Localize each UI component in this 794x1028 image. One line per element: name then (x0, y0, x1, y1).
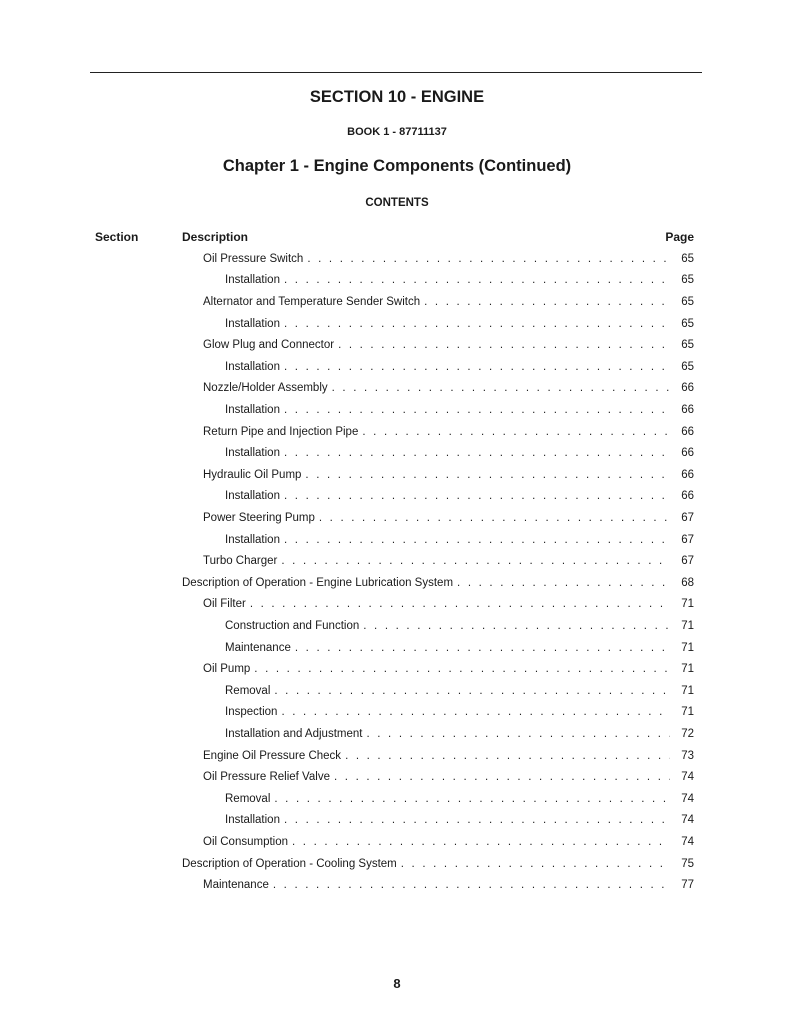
toc-entry[interactable] (225, 615, 694, 637)
toc-entry-page: 65 (681, 252, 694, 265)
toc-entry-page: 74 (681, 792, 694, 805)
toc-entry-page: 65 (681, 274, 694, 287)
dot-leader (292, 836, 670, 848)
toc-entry-page: 66 (681, 403, 694, 416)
dot-leader (338, 339, 670, 351)
toc-entry[interactable] (225, 442, 694, 464)
toc-entry-page: 67 (681, 533, 694, 546)
dot-leader (284, 274, 670, 286)
toc-entry[interactable] (203, 745, 694, 767)
dot-leader (319, 512, 670, 524)
toc-entry[interactable] (203, 874, 694, 896)
toc-entry-page: 67 (681, 511, 694, 524)
toc-entry-page: 73 (681, 749, 694, 762)
toc-entry-title: Maintenance (203, 879, 269, 892)
dot-leader (295, 642, 670, 654)
toc-entry[interactable] (203, 766, 694, 788)
toc-entry-page: 72 (681, 727, 694, 740)
toc-entry[interactable] (225, 399, 694, 421)
dot-leader (401, 858, 670, 870)
toc-entry[interactable] (203, 334, 694, 356)
toc-entry-page: 66 (681, 425, 694, 438)
toc-entry-title: Installation (225, 317, 280, 330)
toc-entry-title: Glow Plug and Connector (203, 339, 335, 352)
toc-entry-title: Installation and Adjustment (225, 727, 363, 740)
toc-entry[interactable] (225, 486, 694, 508)
toc-entry[interactable] (225, 810, 694, 832)
toc-entry[interactable] (203, 291, 694, 313)
toc-entry-title: Installation (225, 814, 280, 827)
toc-entry-title: Construction and Function (225, 619, 360, 632)
toc-entry-page: 65 (681, 339, 694, 352)
page-number: 8 (393, 976, 401, 991)
toc-entry-page: 65 (681, 360, 694, 373)
chapter-title: Chapter 1 - Engine Components (Continued) (222, 157, 572, 175)
column-header-description: Description (182, 230, 249, 244)
toc-entry-title: Oil Pump (203, 663, 251, 676)
toc-entry[interactable] (203, 464, 694, 486)
toc-entry-page: 65 (681, 317, 694, 330)
dot-leader (363, 620, 670, 632)
toc-entry-title: Removal (225, 792, 271, 805)
toc-entry-page: 71 (681, 598, 694, 611)
toc-entry-title: Installation (225, 403, 280, 416)
toc-entry-title: Oil Pressure Switch (203, 252, 304, 265)
dot-leader (457, 577, 670, 589)
toc-entry[interactable] (225, 356, 694, 378)
toc-entry-page: 74 (681, 771, 694, 784)
dot-leader (332, 382, 670, 394)
dot-leader (307, 253, 670, 265)
section-title: SECTION 10 - ENGINE (309, 88, 485, 106)
toc-entry[interactable] (203, 594, 694, 616)
toc-entry-page: 74 (681, 835, 694, 848)
toc-entry-title: Maintenance (225, 641, 291, 654)
toc-entry[interactable] (225, 680, 694, 702)
column-header-page: Page (665, 230, 694, 244)
toc-entry-title: Description of Operation - Cooling System (182, 857, 397, 870)
dot-leader (345, 750, 670, 762)
toc-entry[interactable] (225, 270, 694, 292)
dot-leader (366, 728, 670, 740)
toc-entry[interactable] (182, 572, 694, 594)
toc-entry[interactable] (203, 658, 694, 680)
dot-leader (273, 879, 670, 891)
toc-entry[interactable] (182, 853, 694, 875)
toc-entry[interactable] (225, 313, 694, 335)
toc-entry[interactable] (203, 421, 694, 443)
dot-leader (274, 685, 670, 697)
book-number: BOOK 1 - 87711137 (347, 126, 447, 138)
dot-leader (424, 296, 670, 308)
toc-entry-page: 71 (681, 641, 694, 654)
toc-entry-title: Nozzle/Holder Assembly (203, 382, 328, 395)
toc-entry-title: Alternator and Temperature Sender Switch (203, 295, 421, 308)
toc-entry-page: 77 (681, 879, 694, 892)
toc-entry-title: Oil Consumption (203, 835, 289, 848)
toc-entry-title: Inspection (225, 706, 278, 719)
toc-entry-title: Turbo Charger (203, 555, 278, 568)
toc-entry-page: 67 (681, 555, 694, 568)
dot-leader (284, 490, 670, 502)
toc-entry[interactable] (225, 529, 694, 551)
toc-entry-title: Installation (225, 490, 280, 503)
toc-entry-title: Return Pipe and Injection Pipe (203, 425, 359, 438)
toc-entry[interactable] (203, 831, 694, 853)
toc-entry[interactable] (225, 637, 694, 659)
dot-leader (281, 555, 670, 567)
toc-entry-page: 74 (681, 814, 694, 827)
toc-entry-title: Installation (225, 533, 280, 546)
toc-entry-page: 66 (681, 468, 694, 481)
toc-entry-page: 71 (681, 663, 694, 676)
dot-leader (284, 447, 670, 459)
toc-entry-title: Engine Oil Pressure Check (203, 749, 342, 762)
toc-entry[interactable] (203, 550, 694, 572)
toc-entry-page: 68 (681, 576, 694, 589)
toc-entry-page: 65 (681, 295, 694, 308)
dot-leader (334, 771, 670, 783)
toc-entry-title: Removal (225, 684, 271, 697)
dot-leader (284, 404, 670, 416)
toc-entry-page: 66 (681, 382, 694, 395)
toc-entry-title: Description of Operation - Engine Lubrication System (182, 576, 454, 589)
contents-heading: CONTENTS (365, 197, 429, 209)
dot-leader (362, 426, 670, 438)
toc-entry-title: Installation (225, 447, 280, 460)
dot-leader (281, 706, 670, 718)
top-rule (90, 72, 702, 73)
toc-entry-page: 66 (681, 447, 694, 460)
dot-leader (284, 318, 670, 330)
toc-entry[interactable] (203, 378, 694, 400)
toc-entry-title: Oil Filter (203, 598, 246, 611)
toc-entry-title: Power Steering Pump (203, 511, 315, 524)
toc-entry-title: Hydraulic Oil Pump (203, 468, 302, 481)
dot-leader (284, 361, 670, 373)
toc-entry[interactable] (225, 723, 694, 745)
toc-entry-title: Oil Pressure Relief Valve (203, 771, 330, 784)
dot-leader (284, 814, 670, 826)
toc-entry[interactable] (225, 702, 694, 724)
column-header-section: Section (95, 230, 139, 244)
toc-entry-page: 71 (681, 619, 694, 632)
dot-leader (254, 663, 670, 675)
dot-leader (284, 534, 670, 546)
toc-entry-title: Installation (225, 274, 280, 287)
dot-leader (274, 793, 670, 805)
toc-entry[interactable] (203, 248, 694, 270)
toc-entry-page: 71 (681, 684, 694, 697)
toc-entry-page: 66 (681, 490, 694, 503)
toc-entry-page: 75 (681, 857, 694, 870)
toc-entry-page: 71 (681, 706, 694, 719)
toc-entry[interactable] (225, 788, 694, 810)
toc-entry-title: Installation (225, 360, 280, 373)
dot-leader (305, 469, 670, 481)
dot-leader (250, 598, 670, 610)
toc-entry[interactable] (203, 507, 694, 529)
